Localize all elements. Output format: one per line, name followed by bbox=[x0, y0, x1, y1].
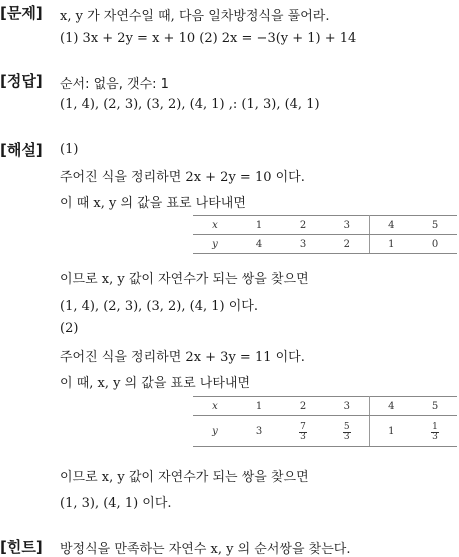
table2-y-cell: 3 bbox=[237, 416, 281, 447]
table2-y-cell bbox=[325, 416, 369, 447]
answer-line-2: (1, 4), (2, 3), (3, 2), (4, 1) ,: (1, 3), (4, 1) bbox=[60, 97, 320, 112]
table2-x-cell: 1 bbox=[237, 397, 281, 416]
solution-part1-line-1: 주어진 식을 정리하면 2x + 2y = 10 이다. bbox=[60, 170, 305, 185]
value-table-2-y-row bbox=[193, 416, 457, 447]
table2-x-label: x bbox=[193, 397, 237, 416]
fraction: $\frac{5}{3}$ bbox=[343, 421, 350, 442]
solution-part1-line-4: (1, 4), (2, 3), (3, 2), (4, 1) 이다. bbox=[60, 299, 258, 314]
table1-y-cell: 0 bbox=[413, 235, 457, 254]
table1-y-cell: 4 bbox=[237, 235, 281, 254]
table2-x-cell: 4 bbox=[369, 397, 413, 416]
solution-part2-label: (2) bbox=[60, 321, 79, 336]
value-table-1-x-row bbox=[193, 216, 457, 235]
solution-part1-label: (1) bbox=[60, 142, 79, 157]
hint-tag: [힌트] bbox=[0, 538, 43, 556]
value-table-1-y-row bbox=[193, 235, 457, 254]
solution-tag: [해설] bbox=[0, 141, 43, 159]
answer-tag: [정답] bbox=[0, 72, 43, 90]
value-table-1 bbox=[193, 215, 457, 254]
table1-x-cell: 1 bbox=[237, 216, 281, 235]
table1-y-cell: 3 bbox=[281, 235, 325, 254]
table1-x-cell: 4 bbox=[369, 216, 413, 235]
solution-part1-line-2: 이 때 x, y 의 값을 표로 나타내면 bbox=[60, 196, 246, 211]
table1-x-cell: 2 bbox=[281, 216, 325, 235]
table1-y-label: y bbox=[193, 235, 237, 254]
solution-part2-line-4: (1, 3), (4, 1) 이다. bbox=[60, 496, 172, 511]
solution-part2-line-2: 이 때, x, y 의 값을 표로 나타내면 bbox=[60, 376, 251, 391]
table2-y-cell bbox=[413, 416, 457, 447]
solution-part2-line-3: 이므로 x, y 값이 자연수가 되는 쌍을 찾으면 bbox=[60, 470, 309, 485]
table1-y-cell: 2 bbox=[325, 235, 369, 254]
table2-x-cell: 2 bbox=[281, 397, 325, 416]
table1-x-cell: 5 bbox=[413, 216, 457, 235]
hint-line-1: 방정식을 만족하는 자연수 x, y 의 순서쌍을 찾는다. bbox=[60, 542, 351, 557]
fraction: $\frac{7}{3}$ bbox=[300, 421, 306, 442]
table2-y-label: y bbox=[193, 416, 237, 447]
solution-part1-line-3: 이므로 x, y 값이 자연수가 되는 쌍을 찾으면 bbox=[60, 272, 309, 287]
table1-y-cell: 1 bbox=[369, 235, 413, 254]
table1-x-cell: 3 bbox=[325, 216, 369, 235]
table2-y-cell bbox=[281, 416, 325, 447]
solution-part2-line-1: 주어진 식을 정리하면 2x + 3y = 11 이다. bbox=[60, 350, 305, 365]
table1-x-label: x bbox=[193, 216, 237, 235]
table2-x-cell: 3 bbox=[325, 397, 369, 416]
fraction: $\frac{1}{3}$ bbox=[432, 421, 438, 442]
problem-line-2: (1) 3x + 2y = x + 10 (2) 2x = −3(y + 1) + 14 bbox=[60, 31, 357, 46]
answer-line-1: 순서: 없음, 갯수: 1 bbox=[60, 77, 169, 92]
value-table-2-x-row bbox=[193, 397, 457, 416]
problem-tag: [문제] bbox=[0, 4, 43, 22]
value-table-2 bbox=[193, 396, 457, 447]
table2-y-cell: 1 bbox=[369, 416, 413, 447]
table2-x-cell: 5 bbox=[413, 397, 457, 416]
problem-line-1: x, y 가 자연수일 때, 다음 일차방정식을 풀어라. bbox=[60, 9, 330, 24]
